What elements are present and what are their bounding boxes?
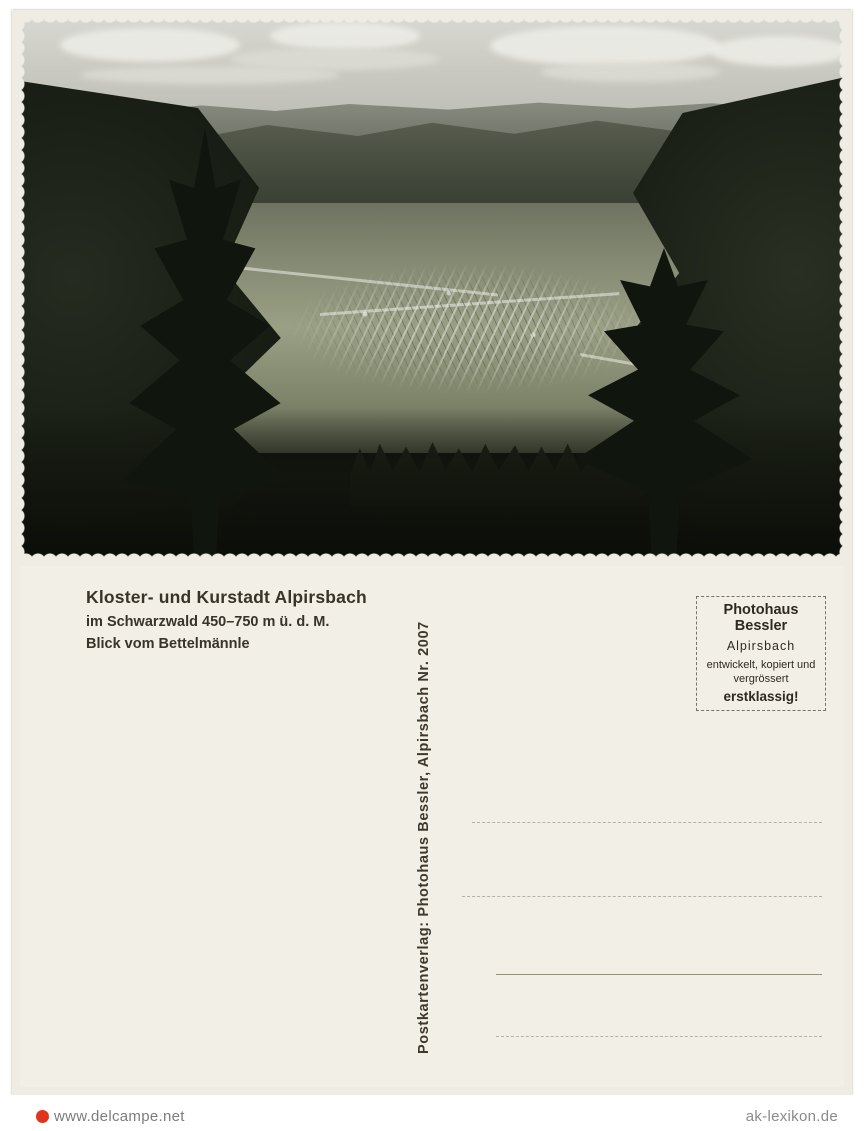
aklexikon-watermark-label: ak-lexikon.de: [745, 1108, 838, 1125]
advert-slogan: erstklassig!: [723, 689, 799, 705]
caption-subtitle: im Schwarzwald 450–750 m ü. d. M.: [86, 613, 330, 630]
rooftops: [260, 258, 680, 398]
deckle-edge-right: [833, 18, 844, 558]
deckle-edge-top: [20, 18, 844, 29]
address-line: [496, 974, 822, 975]
aklexikon-watermark: [746, 1108, 838, 1125]
caption-title: Kloster- und Kurstadt Alpirsbach: [86, 587, 367, 607]
advert-town: Alpirsbach: [726, 638, 796, 653]
deckle-edge-left: [20, 18, 31, 558]
cloud: [60, 28, 240, 62]
address-line: [472, 822, 822, 823]
caption-block: [86, 586, 367, 655]
watermark-footer: [0, 1095, 864, 1131]
cloud: [490, 26, 720, 66]
cloud: [540, 62, 720, 82]
advert-services: entwickelt, kopiert und vergrössert: [706, 658, 816, 685]
cloud: [80, 66, 340, 84]
town-of-alpirsbach: [260, 258, 680, 398]
caption-viewpoint: Blick vom Bettelmännle: [86, 636, 250, 653]
postcard-photo: [20, 18, 844, 558]
advert-stamp-box: [696, 596, 826, 711]
address-line: [496, 1036, 822, 1037]
delcampe-watermark: [36, 1108, 185, 1125]
postcard-back: [20, 566, 844, 1087]
delcampe-watermark-label: www.delcampe.net: [54, 1108, 185, 1125]
cloud: [710, 36, 844, 66]
publisher-credit: Postkartenverlag: Photohaus Bessler, Alpirsbach Nr. 2007: [416, 621, 432, 1054]
delcampe-dot-icon: [36, 1110, 49, 1123]
advert-name-line1: Photohaus: [723, 602, 799, 618]
deckle-edge-bottom: [20, 547, 844, 558]
advert-name-line2: Bessler: [734, 617, 788, 634]
address-line: [462, 896, 822, 897]
postcard: [12, 10, 852, 1095]
